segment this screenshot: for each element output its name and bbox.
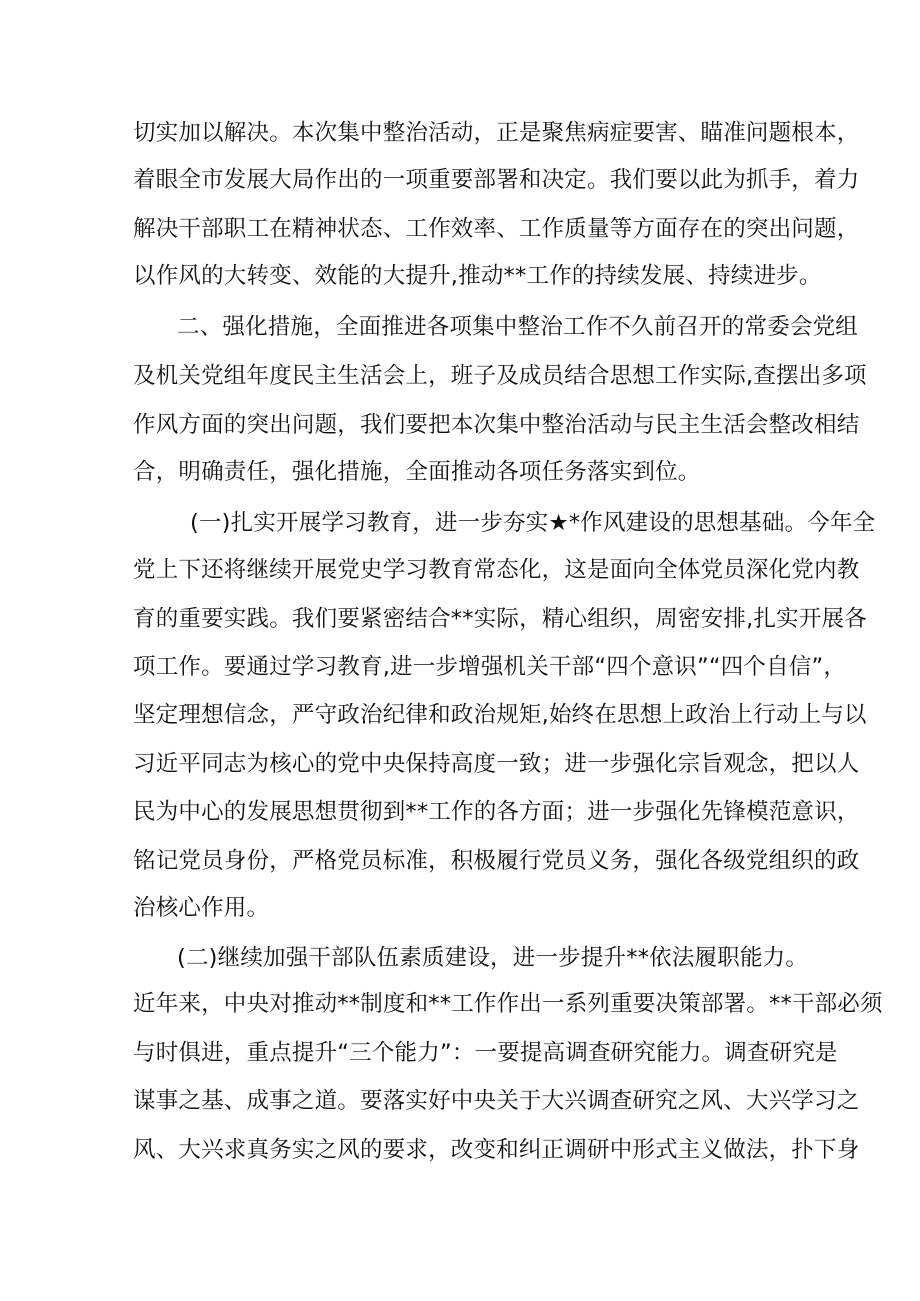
text-line: 着眼全市发展大局作出的一项重要部署和决定。我们要以此为抓手，着力 [133, 167, 860, 193]
text-line: 民为中心的发展思想贯彻到**工作的各方面；进一步强化先锋模范意识， [133, 799, 860, 825]
text-line: 育的重要实践。我们要紧密结合**实际，精心组织，周密安排,扎实开展各 [133, 606, 867, 632]
text-line: 近年来，中央对推动**制度和**工作作出一系列重要决策部署。**干部必须 [133, 991, 883, 1017]
subsection-heading: (一)扎实开展学习教育，进一步夯实★*作风建设的思想基础。今年全 [190, 510, 876, 536]
text-line: 以作风的大转变、效能的大提升,推动**工作的持续发展、持续进步。 [133, 263, 822, 289]
text-line: 谋事之基、成事之道。要落实好中央关于大兴调查研究之风、大兴学习之 [133, 1088, 860, 1114]
text-line: 解决干部职工在精神状态、工作效率、工作质量等方面存在的突出问题， [133, 216, 860, 242]
text-line: 切实加以解决。本次集中整治活动，正是聚焦病症要害、瞄准问题根本， [133, 120, 860, 146]
text-line: 及机关党组年度民主生活会上，班子及成员结合思想工作实际,查摆出多项 [133, 363, 867, 389]
text-line: 坚定理想信念，严守政治纪律和政治规矩,始终在思想上政治上行动上与以 [133, 702, 867, 728]
section-heading: 二、强化措施，全面推进各项集中整治工作不久前召开的常委会党组 [177, 314, 859, 340]
text-line: 风、大兴求真务实之风的要求，改变和纠正调研中形式主义做法，扑下身 [133, 1137, 860, 1163]
text-line: 项工作。要通过学习教育,进一步增强机关干部“四个意识”“四个自信”， [133, 654, 847, 680]
text-line: 与时俱进，重点提升“三个能力”：一要提高调查研究能力。调查研究是 [133, 1040, 838, 1066]
text-line: 作风方面的突出问题，我们要把本次集中整治活动与民主生活会整改相结 [133, 412, 860, 438]
text-line: 铭记党员身份，严格党员标准，积极履行党员义务，强化各级党组织的政 [133, 848, 860, 874]
subsection-heading: (二)继续加强干部队伍素质建设，进一步提升**依法履职能力。 [177, 945, 809, 971]
text-line: 治核心作用。 [133, 895, 270, 921]
text-line: 合，明确责任，强化措施，全面推动各项任务落实到位。 [133, 459, 701, 485]
text-line: 习近平同志为核心的党中央保持高度一致；进一步强化宗旨观念，把以人 [133, 751, 860, 777]
text-line: 党上下还将继续开展党史学习教育常态化，这是面向全体党员深化党内教 [133, 557, 860, 583]
